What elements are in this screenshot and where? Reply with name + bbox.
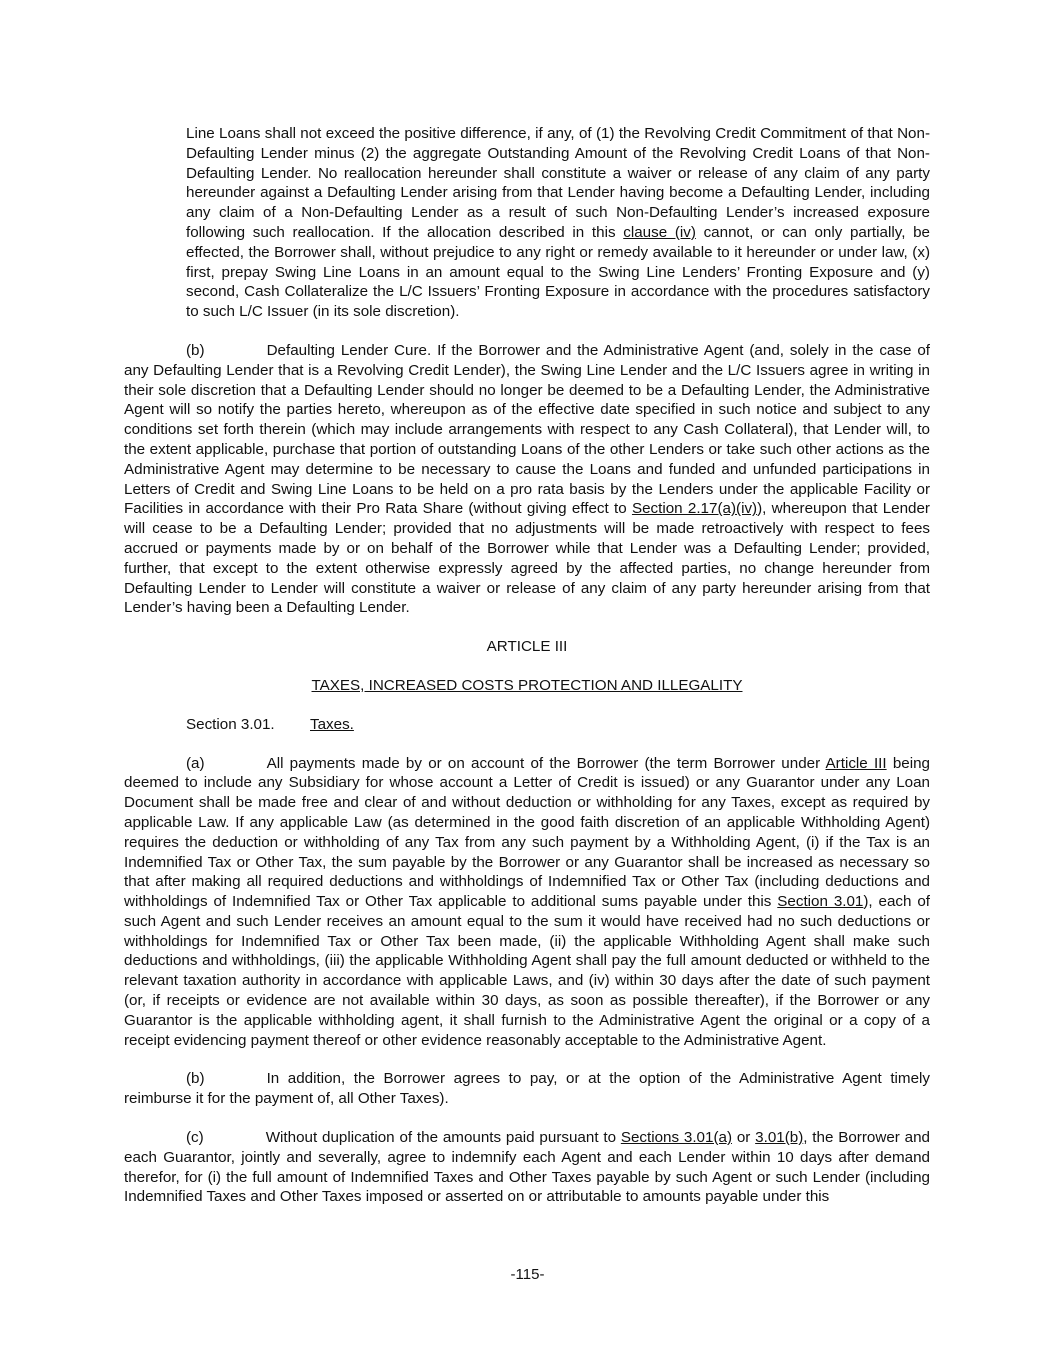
clause-iv-link[interactable]: clause (iv) — [623, 223, 696, 241]
article-title: ARTICLE III — [486, 638, 568, 656]
text: being deemed to include any Subsidiary for whose account a Letter of Credit is issued) or any Guarantor under any Loan Document shall be made free and clear of and without deduction or withholding for any Taxes, except as required by applicable Law. If any applicable Law (as determined in the good faith discretion of an applicable Withholding Agent) requires the deduction or withholding of any Tax from any such payment by a Withholding Agent, (i) if the Tax is an Indemnified Tax or Other Tax, the sum payable by the Borrower or any Guarantor shall be increased as necessary so that after making all required deductions and withholdings of Indemnified Tax or Other Tax (including deductions and withholdings of Indemnified Tax or Other Tax applicable to additional sums payable under this — [124, 754, 930, 911]
article-iii-link[interactable]: Article III — [825, 754, 887, 772]
text: , the Borrower and each Guarantor, jointly and severally, agree to indemnify each Agent and each Lender within 10 days after demand therefor, for (i) the full amount of Indemnified Taxes and Other Taxes payable by such Agent or such Lender (including Indemnified Taxes and Other Taxes imposed or asserted on or attributable to amounts payable under this — [124, 1129, 930, 1206]
text: cannot, or can only partially, be effected, the Borrower shall, without prejudice to any right or remedy available to it hereunder or under law, (x) first, prepay Swing Line Loans in an amount equal to the Swing Line Lenders’ Fronting Exposure and (y) second, Cash Collateralize the L/C Issuers’ Fronting Exposure in accordance with the procedures satisfactory to such L/C Issuer (in its sole discretion). — [186, 223, 930, 321]
paragraph-label: (b) — [186, 1070, 205, 1088]
text: Without duplication of the amounts paid pursuant to — [265, 1129, 621, 1147]
section-title: Taxes. — [310, 715, 354, 733]
text: All payments made by or on account of the Borrower (the term Borrower under — [266, 754, 826, 772]
article-subtitle: TAXES, INCREASED COSTS PROTECTION AND ILLEGALITY — [311, 676, 743, 694]
text: Defaulting Lender Cure. If the Borrower and the Administrative Agent (and, solely in the case of any Defaulting Lender that is a Revolving Credit Lender), the Swing Line Lender and the L/C Issuers agree in writing in their sole discretion that a Defaulting Lender should no longer be deemed to be a Defaulting Lender, the Administrative Agent will so notify the parties hereto, whereupon as of the effective date specified in such notice and subject to any conditions set forth therein (which may include arrangements with respect to any Cash Collateral), that Lender will, to the extent applicable, purchase that portion of outstanding Loans of the other Lenders or take such other actions as the Administrative Agent may determine to be necessary to cause the Loans and funded and unfunded participations in Letters of Credit and Swing Line Loans to be held on a pro rata basis by the Lenders under the applicable Facility or Facilities in accordance with their Pro Rata Share (without giving effect to — [124, 341, 930, 518]
section-3-01a-link[interactable]: Sections 3.01(a) — [620, 1129, 733, 1147]
paragraph-label: (c) — [186, 1129, 204, 1147]
section-3-01b-link[interactable]: 3.01(b) — [755, 1129, 804, 1147]
document-page — [124, 124, 930, 1207]
paragraph-b-defaulting-lender-cure — [124, 341, 930, 618]
text: ), each of such Agent and such Lender receives an amount equal to the sum it would have received had no such deductions or withholdings for Indemnified Tax or Other Tax been made, (ii) the applicable Withholding Agent shall make such deductions and withholdings, (iii) the applicable Withholding Agent shall pay the full amount deducted or withheld to the relevant taxation authority in accordance with applicable Laws, and (iv) within 30 days after the date of such payment (or, if receipts or evidence are not available within 30 days, as soon as possible thereafter), if the Borrower or any Guarantor is the applicable withholding agent, it shall furnish to the Administrative Agent the original or a copy of a receipt evidencing payment thereof or other evidence reasonably acceptable to the Administrative Agent. — [124, 893, 931, 1049]
paragraph-label: (a) — [186, 754, 205, 772]
text: ), whereupon that Lender will cease to be a Defaulting Lender; provided that no adjustments will be made retroactively with respect to fees accrued or payments made by or on behalf of the Borrower while that Lender was a Defaulting Lender; provided, further, that except to the extent otherwise expressly agreed by the affected parties, no change hereunder from Defaulting Lender to Lender will constitute a waiver or release of any claim of any party hereunder arising from that Lender’s having been a Defaulting Lender. — [124, 500, 930, 617]
section-2-17-link[interactable]: Section 2.17(a)(iv) — [631, 500, 758, 518]
section-heading — [124, 715, 930, 735]
text: Line Loans shall not exceed the positive difference, if any, of (1) the Revolving Credit Commitment of that Non-Defaulting Lender minus (2) the aggregate Outstanding Amount of the Revolving Credit Loans of that Non-Defaulting Lender. No reallocation hereunder shall constitute a waiver or release of any claim of any party hereunder against a Defaulting Lender arising from that Lender having become a Defaulting Lender, including any claim of a Non-Defaulting Lender as a result of such Non-Defaulting Lender’s increased exposure following such reallocation. If the allocation described in this — [186, 125, 930, 241]
text: or — [732, 1129, 756, 1147]
section-number: Section 3.01. — [186, 715, 275, 733]
page-number: -115- — [510, 1266, 545, 1283]
paragraph-c-indemnify — [124, 1128, 930, 1207]
paragraph-label: (b) — [186, 341, 205, 359]
paragraph-a-taxes — [124, 754, 930, 1051]
paragraph-iv-continuation — [124, 124, 930, 322]
section-3-01-link[interactable]: Section 3.01 — [777, 893, 864, 911]
text: In addition, the Borrower agrees to pay, or at the option of the Administrative Agent timely reimburse it for the payment of, all Other Taxes). — [124, 1070, 930, 1108]
paragraph-b-other-taxes — [124, 1069, 930, 1109]
